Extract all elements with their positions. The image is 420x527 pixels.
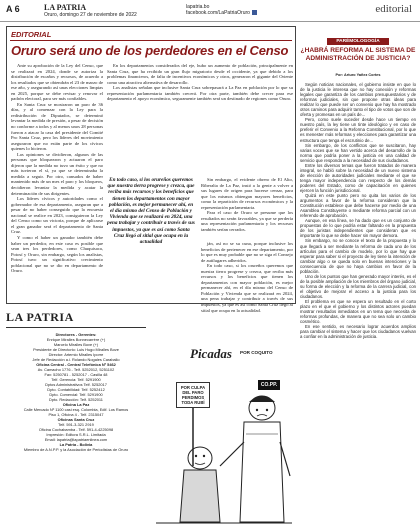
header-links	[186, 4, 257, 16]
divider	[10, 40, 292, 41]
protest-sign: POR CULPA DEL PARO PERDIMOS TODA RUBÍ	[176, 382, 210, 408]
header-date: Oruro, domingo 27 de noviembre de 2022	[44, 12, 137, 18]
paragraph: Para el caso de Oruro se presume que los resultados no serán favorables, ya que se perdería una representación parlamentaria y los recursos también serían cerrados.	[201, 210, 293, 232]
page-header	[0, 0, 420, 22]
masthead-line: Oficina Central - Central Telefónica Nº 5462	[36, 362, 116, 367]
page-number: A 6	[6, 4, 20, 14]
cartoon-brand: Picadas	[190, 346, 232, 361]
cartoon	[150, 346, 296, 526]
paragraph: Sin embargo, de los conflictos que se suscitaron, hay varias voces que se han vertido acerca del desarrollo de la norma que podría poner a la justicia en una calidad de servicio que responda a la necesidad de sus ciudadanos.	[300, 142, 416, 163]
masthead-line: Piso 1, Oficina 4 - Telf. 2315047	[48, 412, 104, 417]
paragraph: Entre los diversos temas que fueron tratados de manera integral, se habló sobre la necesidad de un nuevo sistema de elección de autoridades judiciales mediante el que se tenga mayor independencia con respecto de los demás poderes del Estado, como de capacitación en quienes ejercen la función jurisdiccional.	[300, 162, 416, 193]
masthead-credits	[6, 332, 146, 452]
masthead-line: Dpto. Contabilidad: Telf. 5252412	[47, 387, 105, 392]
masthead-line: Enrique Miralles Bonnecarrère (+)	[46, 337, 106, 342]
masthead-line: La Patria - Bolivia	[59, 442, 93, 447]
paragraph: Uno de los puntos que han generado mayor interés, es el de la posible ampliación de los miembros del órgano judicial, su forma de elección y la reforma de la carrera judicial, con el objetivo de mejorar el acceso a la justicia para los ciudadanos.	[300, 273, 416, 299]
opinion-title: ¿HABRÁ REFORMA AL SISTEMA DE ADMINISTRACIÓN DE JUSTICIA?	[300, 47, 416, 62]
facebook-icon	[252, 10, 257, 15]
paragraph: En Santa Cruz se mostraron un paro de 36 días, y al comenzar con la Ley para la redistribución de Diputados, se determinó levantar la medida de presión, a pesar de decisión no conforme a todos y al menos unos 28 personas fueron a atacar la casa del presidente del Comité Pro Santa Cruz, pero los líderes del movimiento aseguraron que no están parte de los cívicos quienes lo hicieron.	[11, 101, 103, 152]
masthead-line: Dpto. Redacción: Telf. 5252011	[49, 397, 103, 402]
masthead-line: Email: lapatria@lapatriaenlinea.com	[44, 437, 108, 442]
paragraph: En todo caso, si los orureños queremos que nuestra tierra progrese y crezca, que reciba más recursos y los beneficios que tienen los departamentos con mayor población, es mejor permanecer ahí, en el día mismo del Censo de Población y Vivienda que se realizará en 2024, una pena trabajar y contribuir a través de sus impuestos, ya que es así como Santa Cruz llegó al sitial que ocupa en la actualidad.	[201, 263, 293, 313]
opinion-tag: PARÉMOLOGOGÍA	[327, 38, 389, 45]
paragraph: ján, así no se su cuna, porque inclusive los beneficios de pertenecer en ese departamento, por lo que es muy probable que no se siga el Consejo de autilugares adheridos.	[201, 241, 293, 263]
masthead-line: Av. Camacho 1776 - Telf. 5252012, 5251102	[37, 367, 115, 372]
editorial-tag: EDITORIAL	[11, 30, 52, 39]
paragraph: Según noticias nacionales, el gobierno insiste en que lo de la justicia le interesa que no hay conexión y reformas legales que garantiza de los cambios presupuestarios y de reformas judiciales, sin que propone otras ideas para realizar lo que puede ser un convenio que hay ha mostrado otros caminos para adquirir tanto el tipo de votos que son de oferta y promesas en un país de...	[300, 82, 416, 118]
paragraph: Los analistas señalan que inclusive Santa Cruz sobrepasará a La Paz en población por lo que su representación parlamentaria también crecerá. Por otra parte, también debe crecer para ese departamento el apoyo económico, seguramente también será un destinado de regiones como Oruro.	[107, 85, 293, 102]
masthead-line: Telf. Gerencia: Telf. 5291900	[51, 377, 101, 382]
masthead-line: Dpto. Comercial: Telf. 5291900	[49, 392, 103, 397]
paragraph: Aunque, en esa línea, se ha dado que es un conjunto de propuestas de lo que podría estar faltando en la propuesta de los juristas independientes que consideran que es importante lo que se debe hacer sin mayor demora.	[300, 218, 416, 239]
cartoon-illustration	[150, 346, 296, 526]
opinion-author: Por: Arturo Yañez Cortes	[335, 73, 381, 77]
section-label: editorial	[375, 3, 412, 15]
website-link[interactable]: lapatria.bo	[186, 4, 210, 10]
paragraph: Sin embargo, el evidente obrero de El Alto, Riberalta de La Paz, instó a la gente a volver a sus lugares de origen para hacerse censar, para que los mismos obtengan mayores beneficios, como la repartición de recursos económicos y la representación parlamentaria.	[201, 177, 293, 210]
paragraph: Ante su aprobación de la Ley del Censo, que se realizará en 2024, donde se autoriza la distribución de escaños y recursos, de acuerdo a los resultados que se obtendrán el 23 de marzo de ese año, y asegurando así unas elecciones limpias en 2025, porque se debe revisar y renovar el padrón electoral, para ser más confiables.	[11, 63, 103, 102]
newspaper-logo: LA PATRIA	[44, 3, 87, 12]
editorial-column-2	[107, 63, 293, 175]
masthead-line: Director: Artemio Miralles Iporre	[48, 352, 104, 357]
masthead-line: Telf. 591-3-321 2919	[58, 422, 94, 427]
masthead-line: Oficinas Santa Cruz	[57, 417, 95, 422]
paragraph: En los departamentos considerados del eje, hubo un aumento de población, principalmente en Santa Cruz, que ha recibido un gran flujo migratorio desde el occidente, ya que debido a los problemas financieros, de falta de incentivos económicos y otros, generaron el gigante del Oriente como una atractiva alternativa de desarrollo.	[107, 63, 293, 85]
masthead-line: Oficina Cochabamba - Telf. 591-4-4225098	[38, 427, 114, 432]
masthead-line: Presidente de Directorio: Luis Hugo Miralles Bove	[33, 347, 119, 352]
paragraph: Quizá en este punto pero no quita los varios de los argumentos a favor de la reforma consideran que la Constitución establece que debe hacerse por medio de una Asamblea Constituyente o mediante reforma parcial con un referendo de aprobación.	[300, 193, 416, 219]
editorial-column-3	[201, 177, 293, 239]
divider	[6, 327, 146, 328]
masthead-line: Jefe de Redacción a.i. Rolando Nogales Caraballo	[32, 357, 120, 362]
editorial-column-1	[11, 63, 103, 301]
editorial-box	[6, 26, 296, 313]
opinion-body	[300, 82, 416, 526]
paragraph: Sin embargo, no se conoce el texto de la propuesta y lo que llegará a ser mediante la reforma de cada uno de los artículos para el cambio de modelo, por lo que hay que esperar para saber si el proyecto de ley tiene la intención de cambiar algo o se queda solo en buenas intenciones y la consecuencia de que no haya cambios en favor de la población.	[300, 238, 416, 274]
paragraph: Los líderes cívicos y autoridades como el gobernador de esa departamento, aseguran que a pesar de no haber conseguido que la encuesta nacional se realice en 2023, consiguieron la Ley del Censo como un victoria, porque de aplicarse el gran ganador será el departamento de Santa Cruz.	[11, 196, 103, 235]
paragraph: El problema es que se espera un resultado en el corto plazo en el que el gobierno y los distintos actores puedan mostrar resultados inmediatos en un tema que necesita de reformas profundas, de manera que no sea solo un cambio cosmético.	[300, 299, 416, 325]
masthead-line: Impresión: Editora S.R.L. Limitada	[46, 432, 106, 437]
cartoon-credit: POR COQUITO	[240, 350, 273, 355]
paragraph: Las opiniones se dividieron, algunos de las personas que bloquearon y actuaron el paro dijeron que la medida no tuvo un éxito y que no más tuvieron el sí, ya que se determinaba la medida a seguir. Por otro, cansados de haber mantenido más de un mes el paro y los bloqueos, decidieron levantar la medida y acatar la determinación de sus dirigentes.	[11, 151, 103, 196]
masthead	[6, 310, 146, 524]
masthead-line: Calle Mercado Nº 1100 casi esq. Colombia, Edif. Los Ramos	[23, 407, 129, 412]
editorial-column-4	[201, 241, 293, 313]
editorial-title: Oruro será uno de los perdedores en el Censo	[11, 43, 289, 58]
masthead-line: Fax: 5250781 - 5252017 - Casilla 48	[44, 372, 108, 377]
masthead-line: Dptos Administrativos Telf. 5252017	[45, 382, 107, 387]
paragraph: En ese sentido, es necesario lograr acuerdos amplios para cambiar el sistema y hacer que los ciudadanos vuelvan a confiar en la administración de justicia.	[300, 324, 416, 340]
badge-label: CO.PP.	[258, 380, 280, 390]
masthead-line: Directores - Gerentes:	[55, 332, 97, 337]
masthead-line: Marcelo Miralles Bove (+)	[53, 342, 99, 347]
pull-quote: En todo caso, si los orureños queremos que nuestra tierra progrese y crezca, que reciba más recursos y los beneficios que tienen los departamentos con mayor población, es mejor permanecer ahí, en el día mismo del Censo de Población y Vivienda que se realizará en 2024, una pena trabajar y contribuir a través de sus impuestos, ya que es así como Santa Cruz llegó al sitial que ocupa en la actualidad	[107, 177, 195, 246]
paragraph: Y como el haber un ganador también debe haber un perdedor, en este caso es posible que sean tres los perdedores, como Chuquisaca, Potosí y Oruro, sin embargo, según los analistas, Potosí tuvo un significativo crecimiento poblacional que no se dio en departamento de Oruro.	[11, 234, 103, 274]
masthead-logo: LA PATRIA	[6, 310, 74, 324]
masthead-line: Oficina La Paz	[62, 402, 90, 407]
masthead-line: Miembro de A.N.P.P. y la Asociación de Periodistas de Oruro	[23, 447, 129, 452]
paragraph: Pero, como suele suceder desde hace un tiempo en nuestro país, la ley tiene un tinte ideológico y en caso de preferir el Convenio a la Reforma Constitucional, por lo que es menester más reformas y elecciones para garantizar una estructura que tenga el escrutinio de...	[300, 117, 416, 143]
facebook-link[interactable]: facebook.com/LaPatriaOruro	[186, 10, 250, 16]
